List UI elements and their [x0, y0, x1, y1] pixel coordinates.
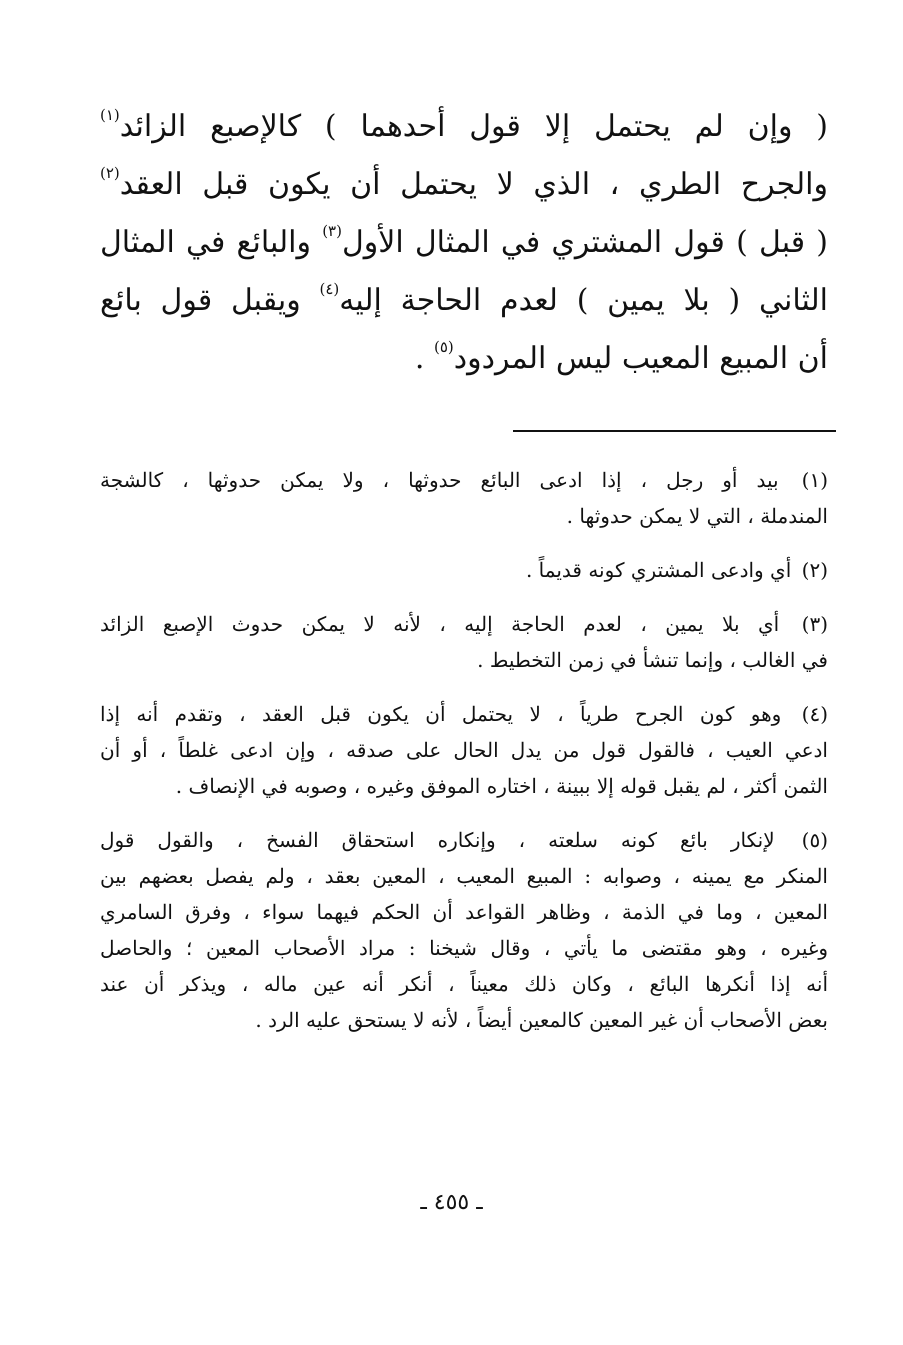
- page-number: ـ ٤٥٥ ـ: [420, 1190, 483, 1215]
- footnote-number: (٢): [801, 558, 828, 582]
- footnote-number: (٤): [801, 702, 829, 726]
- footnote-ref: (٢): [100, 164, 120, 182]
- footnote-line: [100, 606, 828, 642]
- footnote: [100, 822, 828, 1038]
- footnote: [100, 696, 828, 804]
- footnote-line: في الغالب ، وإنما تنشأ في زمن التخطيط .: [477, 648, 828, 672]
- main-line-text: والجرح الطري ، الذي لا يحتمل أن يكون قبل العقد: [119, 167, 828, 202]
- footnote-line: ادعي العيب ، فالقول قول من يدل الحال على صدقه ، وإن ادعى غلطاً ، أو أن: [100, 738, 828, 762]
- footnote: [100, 462, 828, 534]
- footnote-text: أي وادعى المشتري كونه قديماً .: [525, 558, 792, 582]
- footnote-ref: (٤): [319, 280, 340, 298]
- footnote-ref: (٣): [322, 222, 342, 240]
- main-line: [100, 272, 828, 330]
- footnote-text: بيد أو رجل ، إذا ادعى البائع حدوثها ، ولا يمكن حدوثها ، كالشجة: [100, 468, 779, 492]
- footnote-number: (١): [801, 468, 829, 492]
- main-line: [100, 330, 828, 388]
- main-line: [100, 98, 828, 156]
- footnote-text: أي بلا يمين ، لعدم الحاجة إليه ، لأنه لا يمكن حدوث الإصبع الزائد: [100, 612, 780, 636]
- footnote: [100, 552, 828, 588]
- main-line: [100, 214, 828, 272]
- main-line-text: .: [414, 341, 434, 376]
- footnote-line: [100, 822, 828, 858]
- footnote-number: (٥): [801, 828, 828, 852]
- footnote-line: المعين ، وما في الذمة ، وظاهر القواعد أن الحكم فيهما سواء ، وفرق السامري: [100, 900, 828, 924]
- main-line: [100, 156, 828, 214]
- footnote-line: أنه إذا أنكرها البائع ، وكان ذلك معيناً ، أنكر أنه عين ماله ، ويذكر أن عند: [100, 972, 828, 996]
- footnotes-block: [100, 462, 828, 1056]
- main-text-block: [100, 98, 828, 388]
- footnote-text: وهو كون الجرح طرياً ، لا يحتمل أن يكون قبل العقد ، وتقدم أنه إذا: [100, 702, 782, 726]
- footnote-line: [100, 552, 828, 588]
- footnote-number: (٣): [801, 612, 828, 636]
- footnote-ref: (١): [100, 106, 120, 124]
- footnote-line: الثمن أكثر ، لم يقبل قوله إلا ببينة ، اختاره الموفق وغيره ، وصوبه في الإنصاف .: [175, 774, 828, 798]
- footnote-line: المندملة ، التي لا يمكن حدوثها .: [566, 504, 828, 528]
- footnote-ref: (٥): [433, 338, 454, 356]
- main-line-text: والبائع في المثال: [100, 225, 323, 260]
- main-line-text: ( قبل ) قول المشتري في المثال الأول: [341, 225, 828, 260]
- main-line-text: ويقبل قول بائع: [100, 283, 320, 318]
- footnote-line: وغيره ، وهو مقتضى ما يأتي ، وقال شيخنا : مراد الأصحاب المعين ؛ والحاصل: [100, 936, 828, 960]
- footnote-text: لإنكار بائع كونه سلعته ، وإنكاره استحقاق الفسخ ، والقول قول: [100, 828, 775, 852]
- footnote-line: [100, 462, 828, 498]
- footnote-line: [100, 696, 828, 732]
- footnote: [100, 606, 828, 678]
- main-line-text: أن المبيع المعيب ليس المردود: [453, 341, 828, 376]
- footnote-line: المنكر مع يمينه ، وصوابه : المبيع المعيب ، المعين بعقد ، ولم يفصل بعضهم بين: [100, 864, 828, 888]
- main-line-text: ( وإن لم يحتمل إلا قول أحدهما ) كالإصبع الزائد: [119, 109, 828, 144]
- footnote-separator: [513, 430, 836, 432]
- footnote-line: بعض الأصحاب أن غير المعين كالمعين أيضاً ، لأنه لا يستحق عليه الرد .: [255, 1008, 828, 1032]
- main-line-text: الثاني ( بلا يمين ) لعدم الحاجة إليه: [339, 283, 828, 318]
